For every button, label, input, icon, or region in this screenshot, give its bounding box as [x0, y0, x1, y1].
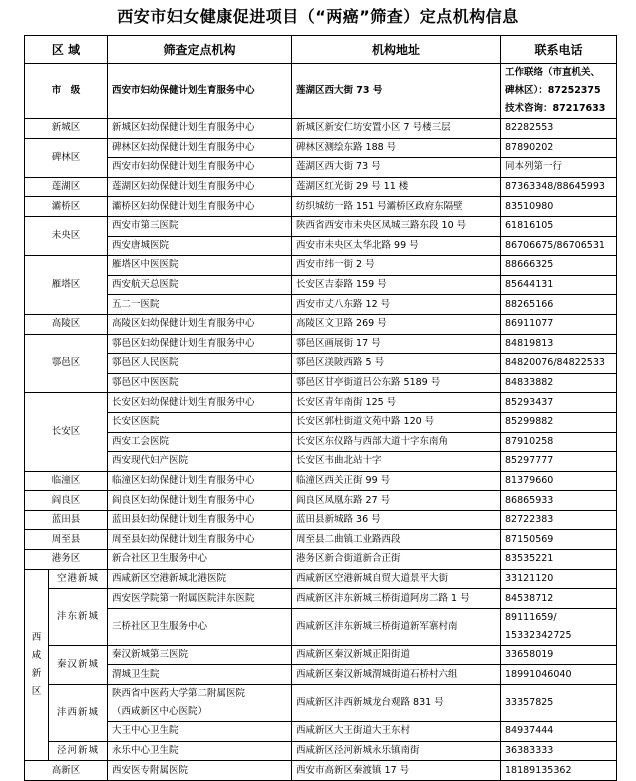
institution-line: 陕西省中医药大学第二附属医院	[112, 688, 246, 700]
area-cell: 碑林区	[25, 138, 108, 177]
institution-cell: 蓝田县妇幼保健计划生育服务中心	[108, 510, 292, 530]
table-row	[25, 569, 617, 589]
table-row	[25, 530, 617, 550]
table-row	[25, 685, 617, 722]
institution-cell: 西安工会医院	[108, 432, 292, 452]
phone-cell: 88666325	[501, 256, 617, 276]
area-cell: 雁塔区	[25, 256, 108, 315]
institution-cell	[108, 569, 292, 589]
phone-line: 33658019	[505, 649, 554, 661]
phone-line: 18991046040	[505, 668, 572, 680]
phone-cell: 87910258	[501, 432, 617, 452]
table-row	[25, 138, 617, 158]
institution-cell: 新城区妇幼保健计划生育服务中心	[108, 119, 292, 139]
phone-cell: 18189135362	[501, 761, 617, 781]
address-cell: 鄠邑区画展街 17 号	[292, 334, 501, 354]
area-cell: 灞桥区	[25, 197, 108, 217]
table-header-row	[25, 36, 617, 64]
phone-cell: 85293437	[501, 393, 617, 413]
phone-line: 技术咨询：87217633	[505, 103, 606, 114]
phone-line: 工作联络（市直机关、	[505, 67, 601, 78]
table-row	[25, 645, 617, 665]
institution-cell	[108, 589, 292, 609]
subarea-cell: 秦汉新城	[49, 645, 108, 684]
header-area: 区 域	[25, 36, 108, 64]
table-row	[25, 119, 617, 139]
city-level-row	[25, 64, 617, 119]
phone-cell: 87363348/88645993	[501, 177, 617, 197]
table-row	[25, 177, 617, 197]
table-row	[25, 295, 617, 315]
page-title: 西安市妇女健康促进项目（“两癌”筛查）定点机构信息	[117, 7, 519, 26]
institution-cell	[108, 741, 292, 761]
table-row	[25, 256, 617, 276]
address-cell: 蓝田县新城路 36 号	[292, 510, 501, 530]
area-char: 西	[31, 631, 42, 643]
subarea-cell: 泾河新城	[49, 741, 108, 761]
institution-cell: 莲湖区妇幼保健计划生育服务中心	[108, 177, 292, 197]
table-row	[25, 373, 617, 393]
institution-cell: 新合社区卫生服务中心	[108, 550, 292, 570]
table-row	[25, 550, 617, 570]
phone-cell	[501, 608, 617, 645]
institution-cell: 高陵区妇幼保健计划生育服务中心	[108, 314, 292, 334]
address-cell: 西安市未央区太华北路 99 号	[292, 236, 501, 256]
table-row	[25, 275, 617, 295]
subarea-cell: 空港新城	[49, 569, 108, 589]
address-cell: 西咸新区沣西新城龙台观路 831 号	[292, 685, 501, 722]
table-row	[25, 393, 617, 413]
institution-cell	[108, 608, 292, 645]
phone-line: 15332342725	[505, 629, 572, 641]
address-cell: 鄠邑区渼陂西路 5 号	[292, 354, 501, 374]
address-cell: 长安区韦曲北站十字	[292, 452, 501, 472]
area-char: 咸	[31, 649, 42, 661]
phone-cell: 82722383	[501, 510, 617, 530]
header-institution: 筛查定点机构	[108, 36, 292, 64]
institution-cell: 西安市妇幼保健计划生育服务中心	[108, 64, 292, 119]
area-cell: 高陵区	[25, 314, 108, 334]
phone-cell	[501, 685, 617, 722]
institution-cell: 西安现代妇产医院	[108, 452, 292, 472]
address-cell: 新城区新安仁坊安置小区 7 号楼三层	[292, 119, 501, 139]
address-cell: 西安市纬一街 2 号	[292, 256, 501, 276]
address-cell: 高陵区文卫路 269 号	[292, 314, 501, 334]
institution-line: 秦汉新城第三医院	[112, 649, 189, 661]
phone-cell	[501, 741, 617, 761]
address-cell: 长安区东仪路与西部大道十字东南角	[292, 432, 501, 452]
institution-cell: 西安市第三医院	[108, 216, 292, 236]
table-row	[25, 608, 617, 645]
area-cell: 未央区	[25, 216, 108, 255]
phone-cell: 86865933	[501, 491, 617, 511]
phone-cell	[501, 722, 617, 742]
institution-cell: 雁塔区中医医院	[108, 256, 292, 276]
table-row	[25, 452, 617, 472]
institution-cell: 长安区医院	[108, 412, 292, 432]
phone-cell: 61816105	[501, 216, 617, 236]
area-cell: 鄠邑区	[25, 334, 108, 393]
area-char: 新	[31, 667, 42, 679]
phone-line: 36383333	[505, 744, 554, 756]
area-cell-vertical	[25, 569, 49, 761]
institution-cell: 灞桥区妇幼保健计划生育服务中心	[108, 197, 292, 217]
phone-cell: 84833882	[501, 373, 617, 393]
address-cell: 长安区郭杜街道文苑中路 120 号	[292, 412, 501, 432]
table-row	[25, 334, 617, 354]
address-cell: 莲湖区西大街 73 号	[292, 158, 501, 178]
institution-table	[24, 35, 617, 781]
phone-cell: 86706675/86706531	[501, 236, 617, 256]
address-cell: 长安区吉泰路 159 号	[292, 275, 501, 295]
institution-line: 三桥社区卫生服务中心	[112, 620, 208, 632]
area-char: 区	[31, 685, 42, 697]
phone-cell: 85297777	[501, 452, 617, 472]
address-cell: 临潼区西关正街 99 号	[292, 471, 501, 491]
address-cell: 港务区新合街道新合正街	[292, 550, 501, 570]
phone-cell	[501, 665, 617, 685]
area-cell: 高新区	[25, 761, 108, 781]
institution-cell: 西安医专附属医院	[108, 761, 292, 781]
area-cell: 莲湖区	[25, 177, 108, 197]
address-cell: 西咸新区沣东新城三桥街道阿房二路 1 号	[292, 589, 501, 609]
phone-cell: 同本列第一行	[501, 158, 617, 178]
table-row	[25, 589, 617, 609]
address-cell: 陕西省西安市未央区凤城三路东段 10 号	[292, 216, 501, 236]
area-cell: 长安区	[25, 393, 108, 471]
address-cell: 西咸新区秦汉新城渭城街道石桥村六组	[292, 665, 501, 685]
phone-cell: 88265166	[501, 295, 617, 315]
institution-line: 永乐中心卫生院	[112, 744, 179, 756]
phone-cell: 85299882	[501, 412, 617, 432]
institution-cell: 西安唐城医院	[108, 236, 292, 256]
phone-cell	[501, 64, 617, 119]
table-row	[25, 491, 617, 511]
header-phone: 联系电话	[501, 36, 617, 64]
institution-cell: 长安区妇幼保健计划生育服务中心	[108, 393, 292, 413]
table-row	[25, 665, 617, 685]
address-cell: 阎良区凤凰东路 27 号	[292, 491, 501, 511]
institution-line: 大王中心卫生院	[112, 725, 179, 737]
area-cell: 港务区	[25, 550, 108, 570]
phone-cell	[501, 589, 617, 609]
institution-cell: 鄠邑区妇幼保健计划生育服务中心	[108, 334, 292, 354]
institution-line: 西咸新区空港新城北港医院	[112, 572, 227, 584]
table-row	[25, 471, 617, 491]
address-cell: 周至县二曲镇工业路西段	[292, 530, 501, 550]
phone-cell: 81379660	[501, 471, 617, 491]
address-cell: 西安市丈八东路 12 号	[292, 295, 501, 315]
subarea-cell: 沣西新城	[49, 685, 108, 742]
address-cell: 碑林区测绘东路 188 号	[292, 138, 501, 158]
phone-cell: 85644131	[501, 275, 617, 295]
address-cell: 长安区青年南街 125 号	[292, 393, 501, 413]
phone-cell: 83510980	[501, 197, 617, 217]
area-cell: 临潼区	[25, 471, 108, 491]
address-cell: 西咸新区沣东新城三桥街道新军寨村南	[292, 608, 501, 645]
table-row	[25, 158, 617, 178]
institution-cell	[108, 645, 292, 665]
table-row	[25, 236, 617, 256]
table-row	[25, 741, 617, 761]
area-cell: 阎良区	[25, 491, 108, 511]
institution-cell: 周至县妇幼保健计划生育服务中心	[108, 530, 292, 550]
phone-cell: 87150569	[501, 530, 617, 550]
institution-line: 渭城卫生院	[112, 668, 160, 680]
header-address: 机构地址	[292, 36, 501, 64]
phone-line: 33357825	[505, 697, 554, 709]
institution-cell	[108, 722, 292, 742]
address-cell: 西咸新区泾河新城永乐镇南街	[292, 741, 501, 761]
table-row	[25, 432, 617, 452]
institution-cell	[108, 685, 292, 722]
table-row	[25, 197, 617, 217]
phone-cell: 83535221	[501, 550, 617, 570]
address-cell: 西咸新区大王街道大王东村	[292, 722, 501, 742]
phone-cell: 86911077	[501, 314, 617, 334]
institution-cell	[108, 665, 292, 685]
address-cell: 鄠邑区甘亭街道吕公东路 5189 号	[292, 373, 501, 393]
table-row	[25, 314, 617, 334]
subarea-cell: 沣东新城	[49, 589, 108, 646]
institution-cell: 西安航天总医院	[108, 275, 292, 295]
table-body	[25, 64, 617, 781]
area-cell: 新城区	[25, 119, 108, 139]
table-row	[25, 412, 617, 432]
phone-line: 33121120	[505, 572, 554, 584]
phone-line: 84937444	[505, 725, 554, 737]
institution-line: 西安医学院第一附属医院沣东医院	[112, 592, 255, 604]
phone-cell	[501, 645, 617, 665]
table-row	[25, 722, 617, 742]
table-row	[25, 510, 617, 530]
table-row	[25, 761, 617, 781]
phone-cell: 84820076/84822533	[501, 354, 617, 374]
address-cell: 西咸新区秦汉新城正阳街道	[292, 645, 501, 665]
institution-cell: 鄠邑区中医医院	[108, 373, 292, 393]
address-cell: 莲湖区红光街 29 号 11 楼	[292, 177, 501, 197]
phone-line: 碑林区）：87252375	[505, 85, 601, 96]
area-cell: 周至县	[25, 530, 108, 550]
address-cell: 西安市高新区秦渡镇 17 号	[292, 761, 501, 781]
area-cell: 市 级	[25, 64, 108, 119]
address-cell: 西咸新区空港新城自贸大道景平大街	[292, 569, 501, 589]
phone-line: 89111659/	[505, 611, 557, 623]
phone-cell: 87890202	[501, 138, 617, 158]
institution-cell: 阎良区妇幼保健计划生育服务中心	[108, 491, 292, 511]
institution-cell: 五二一医院	[108, 295, 292, 315]
institution-line: （西咸新区中心医院）	[112, 706, 208, 718]
address-cell: 莲湖区西大街 73 号	[292, 64, 501, 119]
institution-cell: 西安市妇幼保健计划生育服务中心	[108, 158, 292, 178]
phone-cell: 84819813	[501, 334, 617, 354]
institution-cell: 鄠邑区人民医院	[108, 354, 292, 374]
phone-line: 84538712	[505, 592, 554, 604]
phone-cell: 82282553	[501, 119, 617, 139]
table-row	[25, 216, 617, 236]
institution-cell: 临潼区妇幼保健计划生育服务中心	[108, 471, 292, 491]
institution-cell: 碑林区妇幼保健计划生育服务中心	[108, 138, 292, 158]
phone-cell	[501, 569, 617, 589]
table-row	[25, 354, 617, 374]
area-cell: 蓝田县	[25, 510, 108, 530]
address-cell: 纺织城纺一路 151 号灞桥区政府东隔壁	[292, 197, 501, 217]
